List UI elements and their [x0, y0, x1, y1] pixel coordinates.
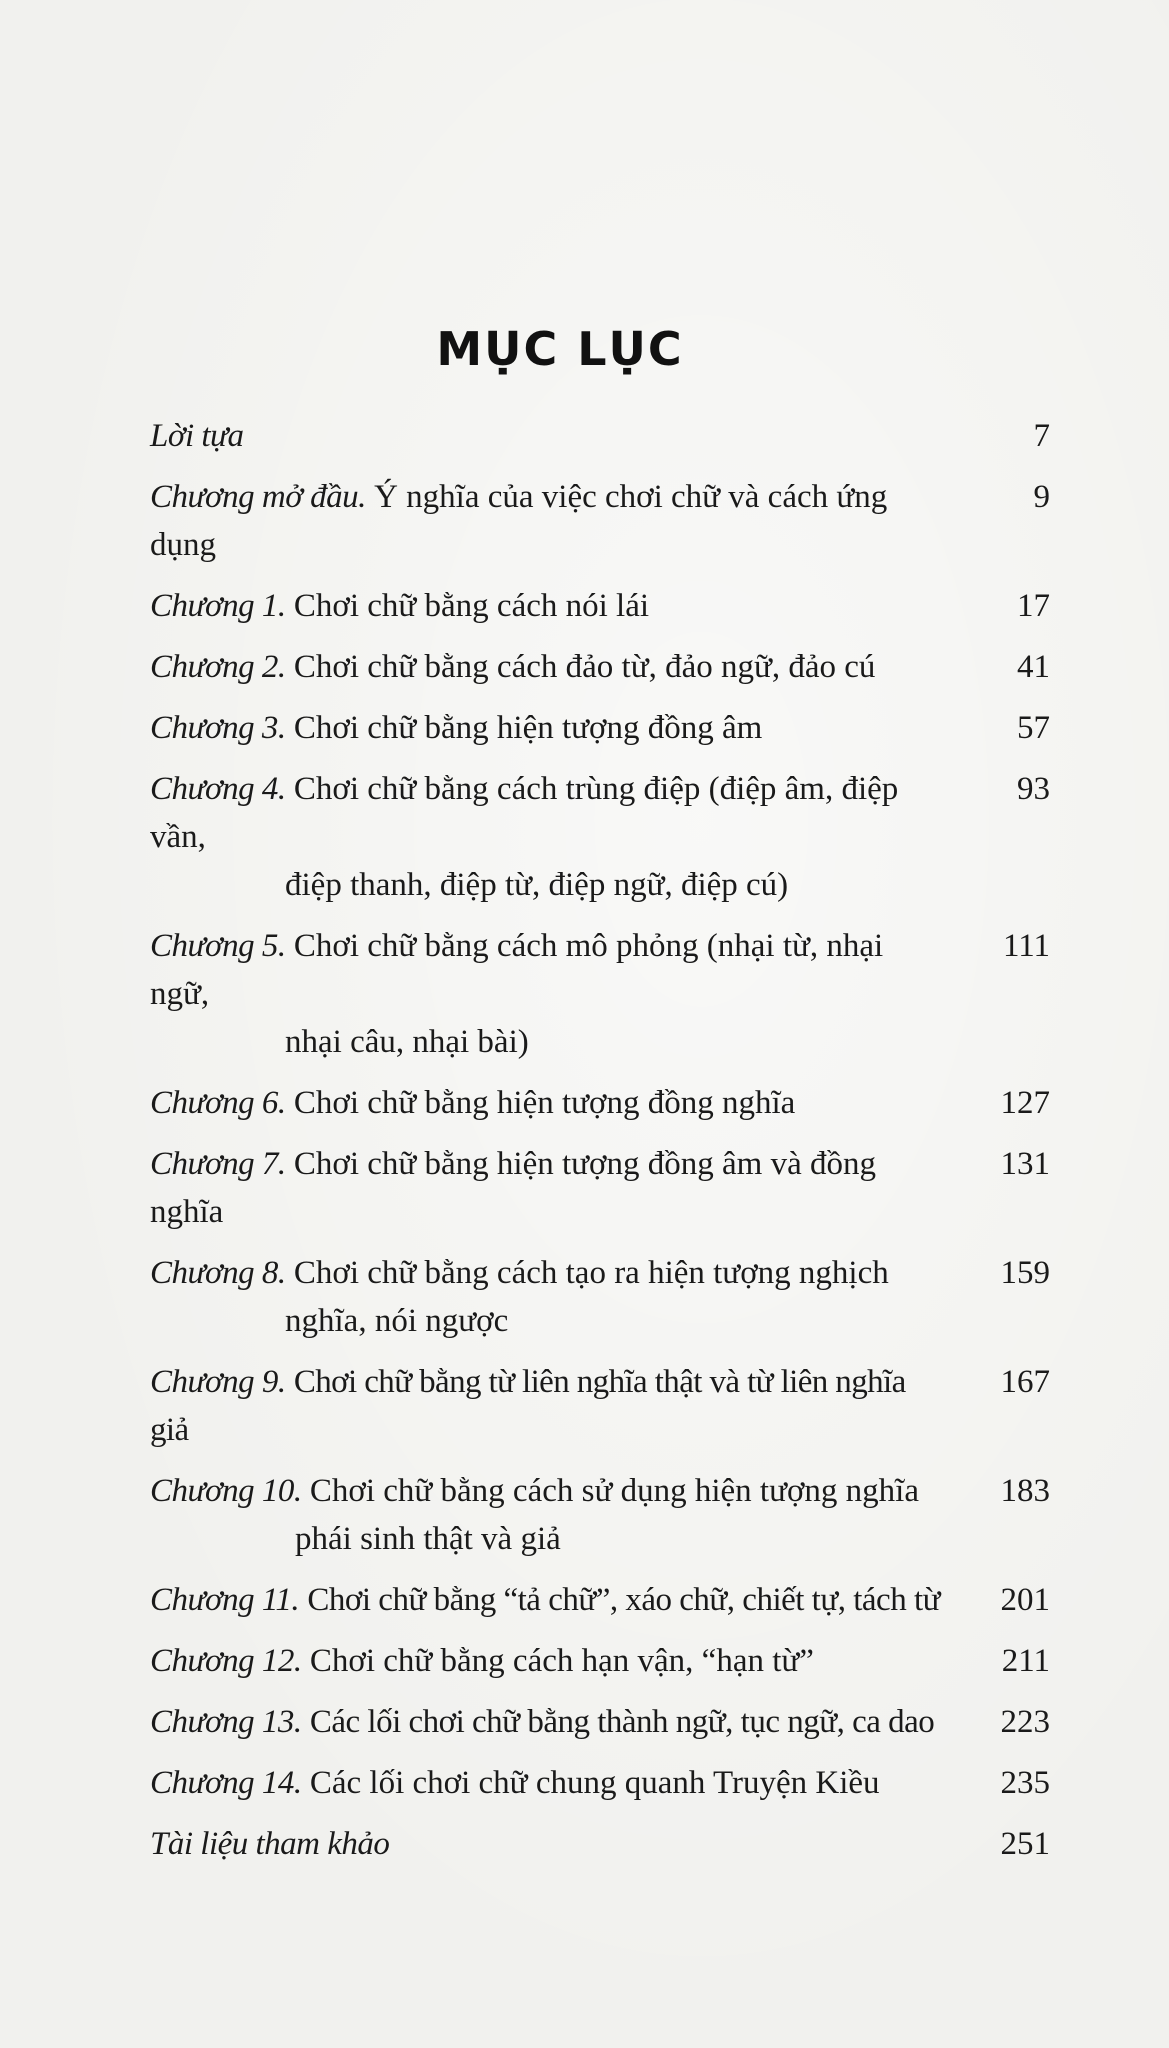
- entry-title-continued: điệp thanh, điệp từ, điệp ngữ, điệp cú): [285, 867, 789, 903]
- entry-page-number: 251: [1000, 1826, 1050, 1862]
- entry-title: Chơi chữ bằng hiện tượng đồng âm và đồng nghĩa: [150, 1146, 876, 1230]
- entry-label: Tài liệu tham khảo: [150, 1826, 390, 1862]
- entry-label: Chương 12.: [150, 1643, 302, 1679]
- entry-title-continued: phái sinh thật và giả: [295, 1521, 561, 1557]
- toc-entry-references: [150, 1820, 1050, 1868]
- toc-entry-preface: [150, 412, 1050, 460]
- entry-page-number: 93: [1017, 771, 1050, 807]
- entry-label: Chương mở đầu.: [150, 479, 366, 515]
- entry-page-number: 211: [1001, 1643, 1050, 1679]
- entry-page-number: 57: [1017, 710, 1050, 746]
- toc-entry-chapter-8: [150, 1249, 1050, 1345]
- toc-entry-chapter-5: [150, 922, 1050, 1066]
- entry-page-number: 127: [1000, 1085, 1050, 1121]
- entry-title: Chơi chữ bằng cách sử dụng hiện tượng nghĩa: [309, 1473, 919, 1509]
- entry-page-number: 167: [1000, 1364, 1050, 1400]
- entry-label: Chương 11.: [150, 1582, 300, 1618]
- entry-page-number: 7: [1033, 418, 1050, 454]
- entry-label: Chương 10.: [150, 1473, 302, 1509]
- entry-title: Chơi chữ bằng hiện tượng đồng âm: [293, 710, 763, 746]
- entry-label: Chương 7.: [150, 1146, 286, 1182]
- toc-entry-chapter-9: [150, 1358, 1050, 1454]
- toc-entry-chapter-14: [150, 1759, 1050, 1807]
- entry-title: Ý nghĩa của việc chơi chữ và cách ứng dụng: [150, 479, 888, 563]
- toc-entry-chapter-11: [150, 1576, 1050, 1624]
- toc-entry-chapter-12: [150, 1637, 1050, 1685]
- entry-label: Chương 4.: [150, 771, 286, 807]
- entry-title: Chơi chữ bằng cách trùng điệp (điệp âm, điệp vần,: [150, 771, 899, 855]
- entry-title: Chơi chữ bằng cách tạo ra hiện tượng nghịch: [293, 1255, 889, 1291]
- table-of-contents: [150, 412, 1050, 1881]
- toc-entry-chapter-13: [150, 1698, 1050, 1746]
- entry-title: Chơi chữ bằng hiện tượng đồng nghĩa: [293, 1085, 796, 1121]
- entry-title-continued: nghĩa, nói ngược: [285, 1303, 509, 1339]
- toc-entry-chapter-6: [150, 1079, 1050, 1127]
- entry-label: Lời tựa: [150, 418, 244, 454]
- entry-page-number: 41: [1017, 649, 1050, 685]
- toc-entry-chapter-10: [150, 1467, 1050, 1563]
- page-title: MỤC LỤC: [436, 322, 684, 376]
- entry-title: Chơi chữ bằng “tả chữ”, xáo chữ, chiết tự, tách từ: [307, 1582, 941, 1618]
- entry-label: Chương 8.: [150, 1255, 286, 1291]
- entry-label: Chương 6.: [150, 1085, 286, 1121]
- entry-page-number: 9: [1033, 479, 1050, 515]
- entry-title: Chơi chữ bằng cách đảo từ, đảo ngữ, đảo cú: [293, 649, 876, 685]
- entry-label: Chương 5.: [150, 928, 286, 964]
- entry-page-number: 235: [1000, 1765, 1050, 1801]
- entry-label: Chương 13.: [150, 1704, 302, 1740]
- entry-label: Chương 1.: [150, 588, 286, 624]
- toc-entry-chapter-3: [150, 704, 1050, 752]
- entry-title: Các lối chơi chữ bằng thành ngữ, tục ngữ, ca dao: [309, 1704, 935, 1740]
- entry-title: Chơi chữ bằng cách nói lái: [293, 588, 650, 624]
- toc-entry-chapter-2: [150, 643, 1050, 691]
- entry-title: Chơi chữ bằng cách mô phỏng (nhại từ, nhại ngữ,: [150, 928, 884, 1012]
- toc-entry-chapter-4: [150, 765, 1050, 909]
- entry-label: Chương 14.: [150, 1765, 302, 1801]
- toc-entry-chapter-1: [150, 582, 1050, 630]
- entry-label: Chương 2.: [150, 649, 286, 685]
- entry-page-number: 201: [1000, 1582, 1050, 1618]
- entry-page-number: 111: [1002, 928, 1050, 964]
- entry-title-continued: nhại câu, nhại bài): [285, 1024, 529, 1060]
- entry-page-number: 223: [1000, 1704, 1050, 1740]
- entry-page-number: 159: [1000, 1255, 1050, 1291]
- entry-page-number: 183: [1000, 1473, 1050, 1509]
- entry-page-number: 131: [1000, 1146, 1050, 1182]
- entry-title: Chơi chữ bằng cách hạn vận, “hạn từ”: [309, 1643, 814, 1679]
- toc-entry-intro: [150, 473, 1050, 569]
- entry-title: Các lối chơi chữ chung quanh Truyện Kiều: [309, 1765, 880, 1801]
- entry-title: Chơi chữ bằng từ liên nghĩa thật và từ liên nghĩa giả: [150, 1364, 906, 1448]
- toc-entry-chapter-7: [150, 1140, 1050, 1236]
- entry-label: Chương 3.: [150, 710, 286, 746]
- entry-page-number: 17: [1017, 588, 1050, 624]
- entry-label: Chương 9.: [150, 1364, 286, 1400]
